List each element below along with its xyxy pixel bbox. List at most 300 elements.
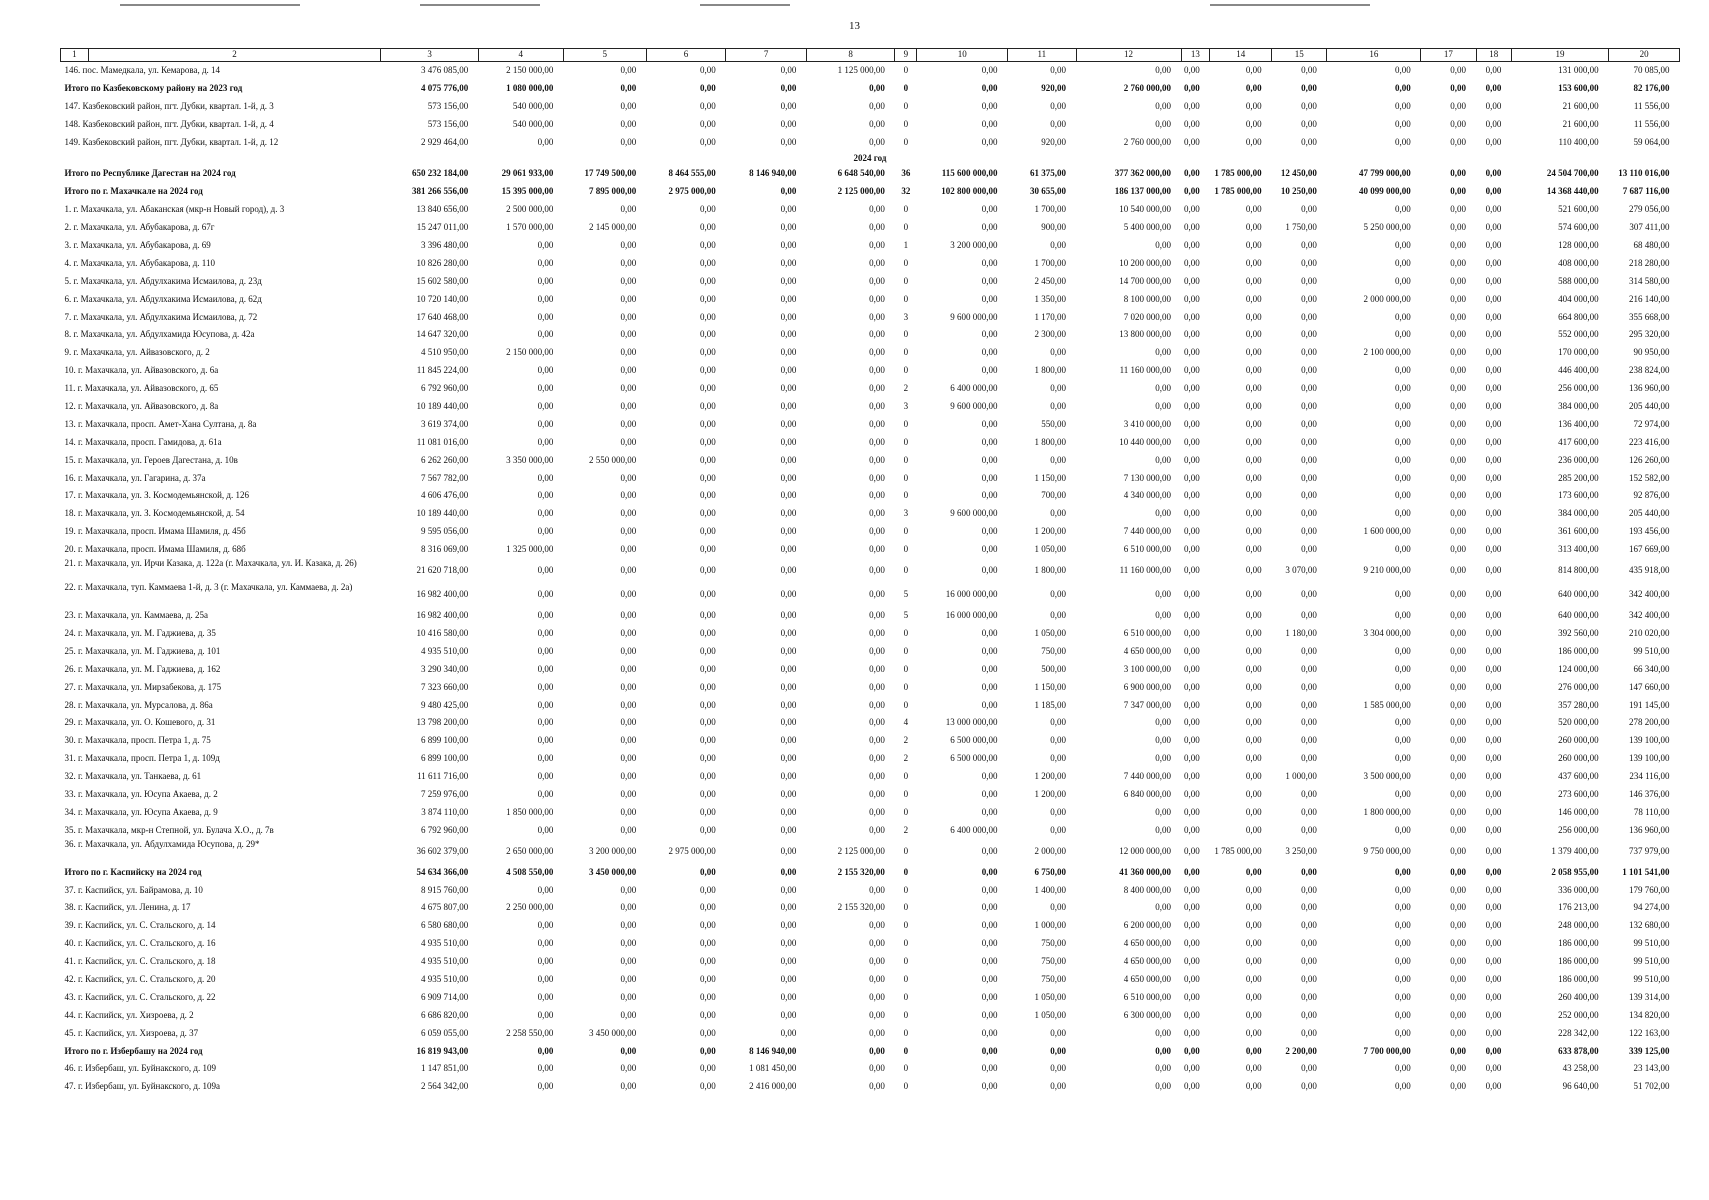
- table-row: [61, 804, 1680, 822]
- value-cell-col-12: 4 650 000,00: [1123, 973, 1172, 984]
- value-cell-col-12: 0,00: [1155, 806, 1172, 817]
- value-cell-col-10: 102 800 000,00: [941, 186, 998, 197]
- table-row: [61, 953, 1680, 971]
- value-cell-col-12: 0,00: [1155, 1081, 1172, 1092]
- value-cell-col-20: 136 960,00: [1629, 824, 1670, 835]
- value-cell-col-15: 0,00: [1301, 257, 1317, 268]
- value-cell-col-13: 0,00: [1184, 436, 1200, 447]
- value-cell-col-13: 0,00: [1184, 401, 1200, 412]
- value-cell-col-18: 0,00: [1485, 1009, 1502, 1020]
- value-cell-col-19: 24 504 700,00: [1546, 168, 1599, 179]
- value-cell-col-12: 7 440 000,00: [1123, 526, 1172, 537]
- address-cell: 40. г. Каспийск, ул. С. Стальского, д. 16: [64, 938, 216, 949]
- column-header-5: 5: [563, 49, 646, 62]
- value-cell-col-11: 61 375,00: [1030, 168, 1067, 179]
- value-cell-col-10: 0,00: [981, 902, 998, 913]
- value-cell-col-3: 8 316 069,00: [420, 544, 469, 555]
- value-cell-col-16: 0,00: [1395, 753, 1411, 764]
- value-cell-col-15: 1 180,00: [1285, 627, 1317, 638]
- value-cell-col-10: 6 500 000,00: [950, 753, 998, 764]
- value-cell-col-6: 0,00: [700, 991, 716, 1002]
- value-cell-col-10: 115 600 000,00: [941, 168, 998, 179]
- value-cell-col-8: 0,00: [869, 454, 885, 465]
- value-cell-col-5: 0,00: [620, 645, 637, 656]
- value-cell-col-9: 1: [903, 240, 909, 251]
- value-cell-col-20: 355 668,00: [1629, 311, 1670, 322]
- address-cell: 44. г. Каспийск, ул. Хизроева, д. 2: [64, 1009, 194, 1020]
- value-cell-col-4: 0,00: [537, 293, 554, 304]
- value-cell-col-20: 146 376,00: [1629, 788, 1670, 799]
- value-cell-col-15: 0,00: [1301, 788, 1317, 799]
- value-cell-col-11: 0,00: [1050, 65, 1067, 75]
- value-cell-col-4: 1 850 000,00: [506, 806, 554, 817]
- column-header-4: 4: [478, 49, 563, 62]
- value-cell-col-14: 0,00: [1245, 329, 1262, 340]
- value-cell-col-18: 0,00: [1485, 186, 1502, 197]
- value-cell-col-16: 0,00: [1395, 717, 1411, 728]
- value-cell-col-9: 2: [903, 753, 909, 764]
- table-row: [61, 362, 1680, 380]
- value-cell-col-19: 96 640,00: [1562, 1081, 1599, 1092]
- value-cell-col-12: 0,00: [1155, 100, 1172, 111]
- value-cell-col-10: 0,00: [981, 544, 998, 555]
- value-cell-col-15: 0,00: [1301, 1027, 1317, 1038]
- value-cell-col-5: 0,00: [620, 65, 637, 75]
- subtotal-row: [61, 183, 1680, 201]
- value-cell-col-9: 0: [903, 490, 909, 501]
- value-cell-col-7: 0,00: [780, 383, 797, 394]
- table-row: [61, 1007, 1680, 1025]
- value-cell-col-14: 0,00: [1245, 508, 1262, 519]
- value-cell-col-8: 0,00: [869, 544, 885, 555]
- value-cell-col-16: 0,00: [1395, 454, 1411, 465]
- value-cell-col-6: 0,00: [700, 383, 716, 394]
- value-cell-col-13: 0,00: [1184, 118, 1200, 129]
- value-cell-col-13: 0,00: [1184, 100, 1200, 111]
- value-cell-col-17: 0,00: [1450, 645, 1467, 656]
- value-cell-col-4: 2 150 000,00: [506, 347, 554, 358]
- value-cell-col-5: 2 145 000,00: [588, 222, 637, 233]
- value-cell-col-11: 0,00: [1050, 1063, 1067, 1074]
- value-cell-col-9: 0: [903, 204, 909, 215]
- value-cell-col-11: 0,00: [1050, 610, 1067, 621]
- value-cell-col-16: 0,00: [1395, 645, 1411, 656]
- value-cell-col-5: 0,00: [620, 771, 637, 782]
- value-cell-col-15: 0,00: [1301, 991, 1317, 1002]
- value-cell-col-18: 0,00: [1485, 1063, 1502, 1074]
- value-cell-col-14: 0,00: [1245, 884, 1262, 895]
- value-cell-col-12: 0,00: [1155, 753, 1172, 764]
- value-cell-col-16: 1 585 000,00: [1363, 699, 1411, 710]
- value-cell-col-7: 0,00: [780, 681, 797, 692]
- value-cell-col-9: 0: [903, 663, 909, 674]
- value-cell-col-9: 0: [903, 645, 909, 656]
- value-cell-col-13: 0,00: [1184, 824, 1200, 835]
- value-cell-col-20: 205 440,00: [1629, 401, 1670, 412]
- value-cell-col-12: 0,00: [1155, 401, 1172, 412]
- value-cell-col-13: 0,00: [1184, 806, 1200, 817]
- value-cell-col-14: 0,00: [1245, 788, 1262, 799]
- value-cell-col-19: 176 213,00: [1558, 902, 1599, 913]
- value-cell-col-9: 0: [903, 472, 909, 483]
- table-row: [61, 1078, 1680, 1096]
- value-cell-col-7: 0,00: [780, 920, 797, 931]
- address-cell: 42. г. Каспийск, ул. С. Стальского, д. 20: [64, 973, 216, 984]
- value-cell-col-19: 285 200,00: [1558, 472, 1599, 483]
- value-cell-col-17: 0,00: [1450, 240, 1467, 251]
- column-header-19: 19: [1511, 49, 1608, 62]
- value-cell-col-18: 0,00: [1485, 866, 1502, 877]
- value-cell-col-6: 0,00: [700, 275, 716, 286]
- value-cell-col-5: 0,00: [620, 240, 637, 251]
- value-cell-col-4: 1 080 000,00: [506, 82, 554, 93]
- address-cell: 17. г. Махачкала, ул. З. Космодемьянской, д. 126: [64, 490, 249, 501]
- value-cell-col-7: 0,00: [780, 347, 797, 358]
- value-cell-col-14: 0,00: [1245, 681, 1262, 692]
- value-cell-col-12: 0,00: [1155, 824, 1172, 835]
- value-cell-col-5: 0,00: [620, 329, 637, 340]
- value-cell-col-10: 0,00: [981, 1045, 998, 1056]
- column-header-14: 14: [1210, 49, 1272, 62]
- value-cell-col-9: 2: [903, 824, 909, 835]
- value-cell-col-14: 0,00: [1245, 1063, 1262, 1074]
- value-cell-col-13: 0,00: [1184, 771, 1200, 782]
- address-cell: 18. г. Махачкала, ул. З. Космодемьянской, д. 54: [64, 508, 245, 519]
- value-cell-col-5: 0,00: [620, 902, 637, 913]
- value-cell-col-14: 0,00: [1245, 204, 1262, 215]
- value-cell-col-19: 256 000,00: [1558, 824, 1599, 835]
- value-cell-col-15: 10 250,00: [1280, 186, 1317, 197]
- value-cell-col-4: 0,00: [537, 771, 554, 782]
- value-cell-col-10: 16 000 000,00: [945, 589, 998, 600]
- value-cell-col-13: 0,00: [1184, 418, 1200, 429]
- column-header-13: 13: [1181, 49, 1210, 62]
- table-row: [61, 219, 1680, 237]
- value-cell-col-12: 8 400 000,00: [1123, 884, 1172, 895]
- value-cell-col-17: 0,00: [1450, 806, 1467, 817]
- value-cell-col-6: 0,00: [700, 1009, 716, 1020]
- value-cell-col-17: 0,00: [1450, 257, 1467, 268]
- value-cell-col-5: 0,00: [620, 938, 637, 949]
- value-cell-col-8: 0,00: [869, 293, 885, 304]
- value-cell-col-16: 0,00: [1395, 401, 1411, 412]
- value-cell-col-15: 0,00: [1301, 645, 1317, 656]
- value-cell-col-4: 0,00: [537, 956, 554, 967]
- value-cell-col-13: 0,00: [1184, 293, 1200, 304]
- value-cell-col-3: 3 396 480,00: [420, 240, 469, 251]
- value-cell-col-17: 0,00: [1450, 293, 1467, 304]
- value-cell-col-11: 0,00: [1050, 1045, 1067, 1056]
- address-cell: 1. г. Махачкала, ул. Абаканская (мкр-н Новый город), д. 3: [64, 204, 285, 215]
- value-cell-col-11: 0,00: [1050, 735, 1067, 746]
- value-cell-col-17: 0,00: [1450, 589, 1467, 600]
- column-header-6: 6: [646, 49, 726, 62]
- value-cell-col-19: 552 000,00: [1558, 329, 1599, 340]
- value-cell-col-11: 0,00: [1050, 753, 1067, 764]
- value-cell-col-16: 0,00: [1395, 589, 1411, 600]
- value-cell-col-20: 139 100,00: [1629, 753, 1670, 764]
- value-cell-col-16: 0,00: [1395, 902, 1411, 913]
- value-cell-col-20: 342 400,00: [1629, 610, 1670, 621]
- value-cell-col-3: 3 619 374,00: [420, 418, 469, 429]
- value-cell-col-19: 640 000,00: [1558, 610, 1599, 621]
- value-cell-col-15: 0,00: [1301, 329, 1317, 340]
- value-cell-col-12: 2 760 000,00: [1123, 82, 1172, 93]
- address-cell: 27. г. Махачкала, ул. Мирзабекова, д. 175: [64, 681, 222, 692]
- value-cell-col-7: 0,00: [780, 973, 797, 984]
- value-cell-col-5: 0,00: [620, 717, 637, 728]
- value-cell-col-15: 0,00: [1301, 806, 1317, 817]
- value-cell-col-15: 0,00: [1301, 347, 1317, 358]
- value-cell-col-6: 0,00: [700, 82, 716, 93]
- value-cell-col-14: 1 785 000,00: [1214, 168, 1262, 179]
- value-cell-col-5: 0,00: [620, 973, 637, 984]
- value-cell-col-6: 0,00: [700, 938, 716, 949]
- value-cell-col-14: 0,00: [1245, 257, 1262, 268]
- value-cell-col-19: 588 000,00: [1558, 275, 1599, 286]
- value-cell-col-17: 0,00: [1450, 771, 1467, 782]
- value-cell-col-8: 0,00: [869, 627, 885, 638]
- value-cell-col-19: 446 400,00: [1558, 365, 1599, 376]
- value-cell-col-20: 23 143,00: [1633, 1063, 1670, 1074]
- value-cell-col-11: 1 800,00: [1034, 565, 1067, 576]
- value-cell-col-8: 2 155 320,00: [837, 866, 885, 877]
- value-cell-col-10: 0,00: [981, 1081, 998, 1092]
- value-cell-col-11: 1 800,00: [1034, 436, 1067, 447]
- value-cell-col-18: 0,00: [1485, 168, 1502, 179]
- value-cell-col-18: 0,00: [1485, 663, 1502, 674]
- value-cell-col-5: 0,00: [620, 956, 637, 967]
- value-cell-col-9: 3: [903, 401, 909, 412]
- value-cell-col-4: 0,00: [537, 663, 554, 674]
- value-cell-col-20: 152 582,00: [1629, 472, 1670, 483]
- value-cell-col-3: 6 899 100,00: [420, 735, 469, 746]
- value-cell-col-13: 0,00: [1184, 753, 1200, 764]
- value-cell-col-19: 633 878,00: [1558, 1045, 1599, 1056]
- value-cell-col-11: 750,00: [1041, 956, 1067, 967]
- value-cell-col-15: 0,00: [1301, 240, 1317, 251]
- value-cell-col-20: 307 411,00: [1629, 222, 1670, 233]
- value-cell-col-19: 357 280,00: [1558, 699, 1599, 710]
- subtotal-row: [61, 80, 1680, 98]
- value-cell-col-9: 0: [903, 347, 909, 358]
- value-cell-col-9: 0: [903, 627, 909, 638]
- value-cell-col-9: 36: [901, 168, 911, 179]
- value-cell-col-6: 0,00: [700, 204, 716, 215]
- value-cell-col-18: 0,00: [1485, 627, 1502, 638]
- address-cell: 36. г. Махачкала, ул. Абдулхамида Юсупова, д. 29*: [64, 839, 260, 849]
- value-cell-col-17: 0,00: [1450, 973, 1467, 984]
- address-cell: 8. г. Махачкала, ул. Абдулхамида Юсупова, д. 42а: [64, 329, 255, 340]
- address-cell: 7. г. Махачкала, ул. Абдулхакима Исмаилова, д. 72: [64, 311, 258, 322]
- value-cell-col-7: 0,00: [780, 490, 797, 501]
- value-cell-col-13: 0,00: [1184, 65, 1200, 75]
- value-cell-col-6: 0,00: [700, 610, 716, 621]
- value-cell-col-6: 0,00: [700, 1027, 716, 1038]
- value-cell-col-20: 193 456,00: [1629, 526, 1670, 537]
- value-cell-col-12: 0,00: [1155, 902, 1172, 913]
- value-cell-col-19: 260 000,00: [1558, 753, 1599, 764]
- value-cell-col-17: 0,00: [1450, 544, 1467, 555]
- value-cell-col-12: 13 800 000,00: [1119, 329, 1172, 340]
- value-cell-col-7: 0,00: [780, 699, 797, 710]
- value-cell-col-7: 0,00: [780, 938, 797, 949]
- value-cell-col-13: 0,00: [1184, 991, 1200, 1002]
- value-cell-col-6: 0,00: [700, 365, 716, 376]
- value-cell-col-10: 0,00: [981, 663, 998, 674]
- table-row: [61, 714, 1680, 732]
- value-cell-col-19: 173 600,00: [1558, 490, 1599, 501]
- value-cell-col-9: 0: [903, 681, 909, 692]
- value-cell-col-9: 0: [903, 454, 909, 465]
- value-cell-col-11: 920,00: [1041, 136, 1067, 147]
- value-cell-col-5: 0,00: [620, 991, 637, 1002]
- value-cell-col-4: 0,00: [537, 383, 554, 394]
- value-cell-col-6: 8 464 555,00: [668, 168, 716, 179]
- value-cell-col-15: 0,00: [1301, 454, 1317, 465]
- value-cell-col-6: 0,00: [700, 347, 716, 358]
- address-cell: 20. г. Махачкала, просп. Имама Шамиля, д. 68б: [64, 544, 246, 555]
- value-cell-col-5: 0,00: [620, 383, 637, 394]
- value-cell-col-11: 1 050,00: [1034, 544, 1067, 555]
- value-cell-col-14: 0,00: [1245, 824, 1262, 835]
- table-header: [61, 49, 1680, 62]
- value-cell-col-11: 1 050,00: [1034, 627, 1067, 638]
- value-cell-col-9: 0: [903, 1081, 909, 1092]
- value-cell-col-11: 1 700,00: [1034, 204, 1067, 215]
- value-cell-col-18: 0,00: [1485, 681, 1502, 692]
- value-cell-col-4: 1 570 000,00: [506, 222, 554, 233]
- column-header-17: 17: [1421, 49, 1476, 62]
- value-cell-col-19: 252 000,00: [1558, 1009, 1599, 1020]
- value-cell-col-13: 0,00: [1184, 699, 1200, 710]
- value-cell-col-12: 6 840 000,00: [1123, 788, 1172, 799]
- value-cell-col-14: 0,00: [1245, 526, 1262, 537]
- value-cell-col-5: 0,00: [620, 1081, 637, 1092]
- value-cell-col-17: 0,00: [1450, 329, 1467, 340]
- table-row: [61, 607, 1680, 625]
- value-cell-col-3: 10 826 280,00: [416, 257, 469, 268]
- value-cell-col-9: 0: [903, 920, 909, 931]
- value-cell-col-14: 1 785 000,00: [1214, 186, 1262, 197]
- value-cell-col-5: 0,00: [620, 347, 637, 358]
- table-row: [61, 62, 1680, 80]
- value-cell-col-10: 0,00: [981, 806, 998, 817]
- value-cell-col-3: 4 606 476,00: [420, 490, 469, 501]
- value-cell-col-7: 0,00: [780, 753, 797, 764]
- value-cell-col-10: 0,00: [981, 938, 998, 949]
- value-cell-col-20: 126 260,00: [1629, 454, 1670, 465]
- value-cell-col-13: 0,00: [1184, 884, 1200, 895]
- value-cell-col-5: 0,00: [620, 699, 637, 710]
- value-cell-col-9: 0: [903, 938, 909, 949]
- value-cell-col-6: 0,00: [700, 418, 716, 429]
- value-cell-col-16: 3 304 000,00: [1363, 627, 1411, 638]
- value-cell-col-3: 10 189 440,00: [416, 508, 469, 519]
- value-cell-col-14: 0,00: [1245, 100, 1262, 111]
- value-cell-col-14: 0,00: [1245, 347, 1262, 358]
- value-cell-col-5: 7 895 000,00: [588, 186, 637, 197]
- value-cell-col-8: 0,00: [869, 806, 885, 817]
- value-cell-col-3: 6 792 960,00: [420, 383, 469, 394]
- value-cell-col-19: 136 400,00: [1558, 418, 1599, 429]
- value-cell-col-15: 0,00: [1301, 920, 1317, 931]
- value-cell-col-20: 13 110 016,00: [1618, 168, 1670, 179]
- value-cell-col-13: 0,00: [1184, 788, 1200, 799]
- value-cell-col-19: 520 000,00: [1558, 717, 1599, 728]
- value-cell-col-17: 0,00: [1450, 472, 1467, 483]
- column-header-3: 3: [381, 49, 478, 62]
- value-cell-col-17: 0,00: [1450, 845, 1467, 856]
- value-cell-col-3: 9 595 056,00: [420, 526, 469, 537]
- value-cell-col-4: 0,00: [537, 240, 554, 251]
- value-cell-col-8: 0,00: [869, 401, 885, 412]
- value-cell-col-15: 0,00: [1301, 490, 1317, 501]
- value-cell-col-8: 0,00: [869, 136, 885, 147]
- value-cell-col-17: 0,00: [1450, 454, 1467, 465]
- value-cell-col-6: 0,00: [700, 329, 716, 340]
- value-cell-col-16: 0,00: [1395, 436, 1411, 447]
- value-cell-col-5: 3 200 000,00: [588, 845, 637, 856]
- value-cell-col-11: 0,00: [1050, 717, 1067, 728]
- value-cell-col-19: 404 000,00: [1558, 293, 1599, 304]
- value-cell-col-13: 0,00: [1184, 365, 1200, 376]
- value-cell-col-20: 122 163,00: [1629, 1027, 1670, 1038]
- value-cell-col-13: 0,00: [1184, 136, 1200, 147]
- value-cell-col-15: 0,00: [1301, 508, 1317, 519]
- table-row: [61, 452, 1680, 470]
- value-cell-col-17: 0,00: [1450, 168, 1467, 179]
- value-cell-col-18: 0,00: [1485, 347, 1502, 358]
- value-cell-col-14: 0,00: [1245, 589, 1262, 600]
- value-cell-col-11: 0,00: [1050, 240, 1067, 251]
- value-cell-col-13: 0,00: [1184, 1045, 1200, 1056]
- value-cell-col-6: 0,00: [700, 240, 716, 251]
- value-cell-col-9: 4: [903, 717, 909, 728]
- value-cell-col-3: 13 798 200,00: [416, 717, 469, 728]
- value-cell-col-14: 0,00: [1245, 490, 1262, 501]
- value-cell-col-11: 700,00: [1041, 490, 1067, 501]
- table-row: [61, 768, 1680, 786]
- value-cell-col-4: 540 000,00: [512, 118, 554, 129]
- value-cell-col-15: 1 000,00: [1285, 771, 1317, 782]
- value-cell-col-3: 10 416 580,00: [416, 627, 469, 638]
- value-cell-col-5: 17 749 500,00: [584, 168, 637, 179]
- value-cell-col-6: 2 975 000,00: [668, 845, 716, 856]
- value-cell-col-10: 0,00: [981, 565, 998, 576]
- value-cell-col-3: 13 840 656,00: [416, 204, 469, 215]
- table-row: [61, 273, 1680, 291]
- value-cell-col-17: 0,00: [1450, 1009, 1467, 1020]
- value-cell-col-3: 14 647 320,00: [416, 329, 469, 340]
- value-cell-col-10: 0,00: [981, 65, 998, 75]
- value-cell-col-15: 0,00: [1301, 681, 1317, 692]
- subtotal-label: Итого по г. Избербашу на 2024 год: [64, 1045, 203, 1056]
- value-cell-col-16: 7 700 000,00: [1363, 1045, 1411, 1056]
- value-cell-col-12: 7 130 000,00: [1123, 472, 1172, 483]
- value-cell-col-10: 0,00: [981, 222, 998, 233]
- table-row: [61, 398, 1680, 416]
- address-cell: 148. Казбековский район, пгт. Дубки, квартал. 1-й, д. 4: [64, 118, 274, 129]
- value-cell-col-10: 6 500 000,00: [950, 735, 998, 746]
- value-cell-col-4: 0,00: [537, 365, 554, 376]
- address-cell: 39. г. Каспийск, ул. С. Стальского, д. 14: [64, 920, 216, 931]
- value-cell-col-16: 0,00: [1395, 920, 1411, 931]
- value-cell-col-4: 0,00: [537, 589, 554, 600]
- address-cell: 35. г. Махачкала, мкр-н Степной, ул. Булача Х.О., д. 7в: [64, 824, 274, 835]
- value-cell-col-10: 0,00: [981, 490, 998, 501]
- value-cell-col-7: 0,00: [780, 240, 797, 251]
